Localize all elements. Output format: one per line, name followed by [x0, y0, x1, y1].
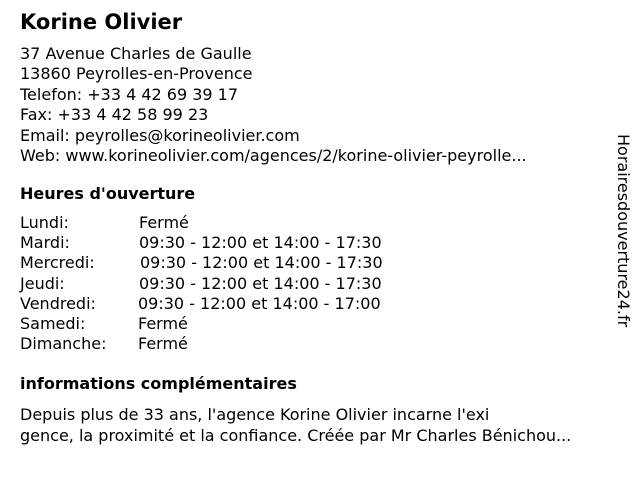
hours-value: Fermé: [138, 313, 188, 333]
day-label: Samedi:: [20, 313, 86, 333]
additional-info-heading: informations complémentaires: [20, 374, 297, 393]
day-label: Mercredi:: [20, 253, 95, 273]
hours-value: 09:30 - 12:00 et 14:00 - 17:30: [140, 253, 383, 273]
contact-block: [20, 44, 527, 166]
hours-value: Fermé: [138, 334, 188, 354]
hours-value: 09:30 - 12:00 et 14:00 - 17:30: [139, 273, 382, 293]
fax-number: Fax: +33 4 42 58 99 23: [20, 105, 209, 125]
description-line: Depuis plus de 33 ans, l'agence Korine Olivier incarne l'exi: [20, 405, 490, 424]
business-name: Korine Olivier: [20, 10, 183, 34]
address-city: 13860 Peyrolles-en-Provence: [20, 64, 253, 84]
site-watermark: [612, 134, 634, 374]
phone-number[interactable]: Telefon: +33 4 42 69 39 17: [20, 84, 239, 104]
day-label: Mardi:: [20, 233, 70, 253]
day-label: Jeudi:: [20, 273, 65, 293]
description-line: gence, la proximité et la confiance. Créée par Mr Charles Bénichou...: [20, 426, 572, 445]
hours-value: 09:30 - 12:00 et 14:00 - 17:30: [139, 233, 382, 253]
day-label: Dimanche:: [20, 334, 107, 354]
hours-value: Fermé: [139, 213, 189, 232]
day-label: Lundi:: [20, 213, 69, 232]
opening-hours-heading: Heures d'ouverture: [20, 184, 196, 203]
email-link[interactable]: Email: peyrolles@korineolivier.com: [20, 125, 300, 145]
watermark-text: Horairesdouverture24.fr: [614, 134, 633, 328]
address-street: 37 Avenue Charles de Gaulle: [20, 44, 252, 63]
hours-value: 09:30 - 12:00 et 14:00 - 17:00: [138, 293, 381, 313]
day-label: Vendredi:: [20, 293, 96, 313]
website-link[interactable]: Web: www.korineolivier.com/agences/2/korine-olivier-peyrolle...: [20, 145, 527, 165]
additional-info-text: [20, 404, 620, 446]
